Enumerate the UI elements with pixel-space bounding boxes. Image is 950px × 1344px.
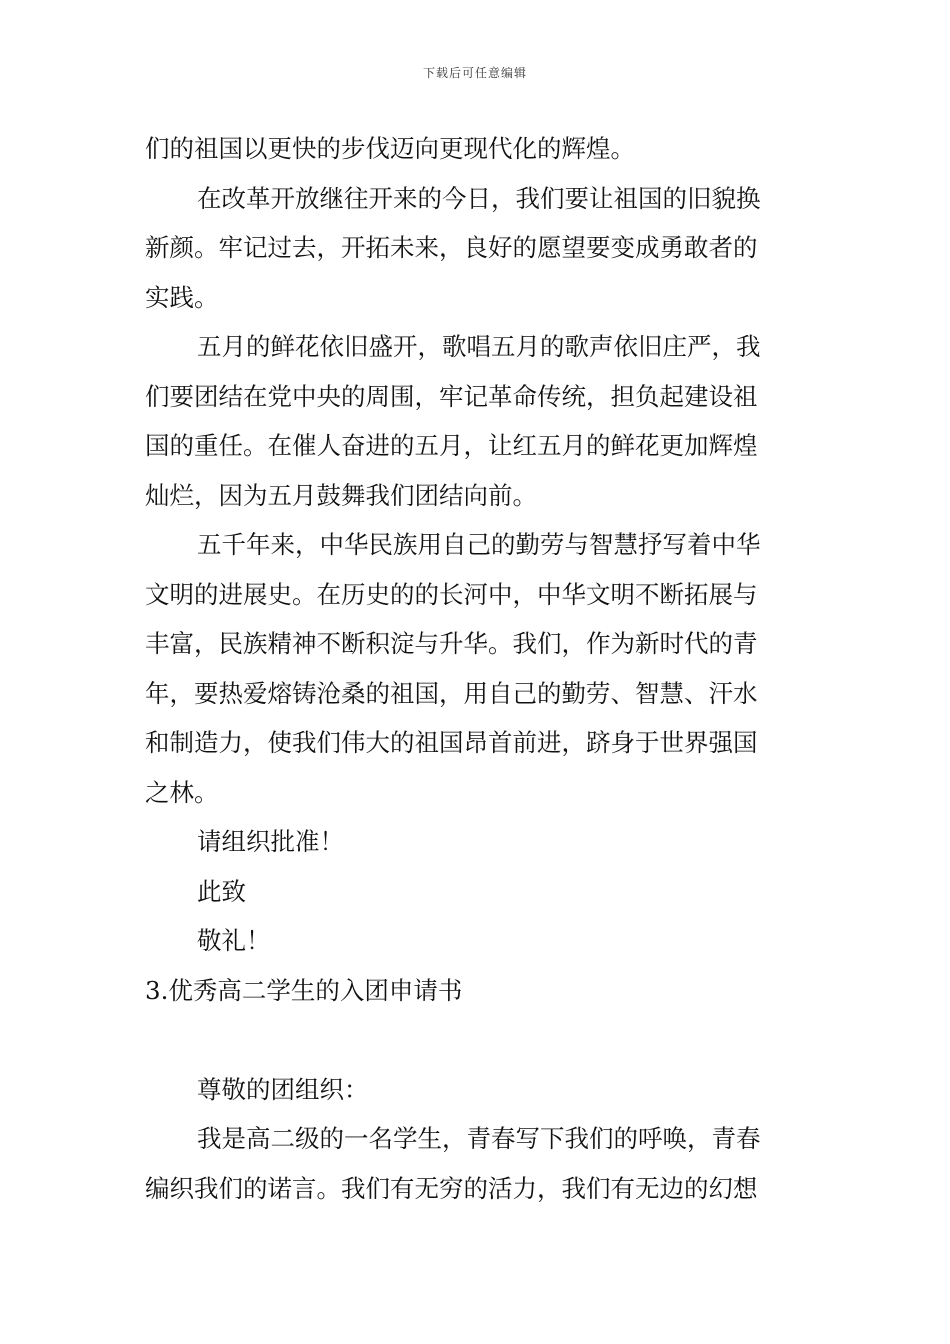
- text-line: 新颜。牢记过去，开拓未来，良好的愿望要变成勇敢者的: [145, 233, 758, 262]
- text-line: 五月的鲜花依旧盛开，歌唱五月的歌声依旧庄严，我: [197, 332, 761, 361]
- section-heading: 3.优秀高二学生的入团申请书: [145, 975, 463, 1005]
- document-body: [145, 124, 810, 1213]
- text-line: 五千年来，中华民族用自己的勤劳与智慧抒写着中华: [197, 530, 761, 559]
- text-line: 在改革开放继往开来的今日，我们要让祖国的旧貌换: [197, 183, 761, 213]
- text-line: 们要团结在党中央的周围，牢记革命传统，担负起建设祖: [145, 381, 758, 411]
- text-line: 们的祖国以更快的步伐迈向更现代化的辉煌。: [145, 134, 635, 163]
- text-line: 实践。: [145, 282, 219, 312]
- text-line: 灿烂，因为五月鼓舞我们团结向前。: [145, 480, 537, 510]
- text-line: 国的重任。在催人奋进的五月，让红五月的鲜花更加辉煌: [145, 431, 758, 460]
- text-line: 此致: [197, 876, 246, 906]
- blank-line: [145, 1015, 810, 1065]
- text-line: 编织我们的诺言。我们有无穷的活力，我们有无边的幻想: [145, 1173, 758, 1203]
- page-header: 下载后可任意编辑: [422, 66, 527, 80]
- text-line: 敬礼！: [197, 926, 271, 955]
- text-line: 和制造力，使我们伟大的祖国昂首前进，跻身于世界强国: [145, 728, 758, 757]
- salutation: 尊敬的团组织：: [197, 1074, 369, 1104]
- text-line: 请组织批准！: [197, 827, 344, 856]
- text-line: 文明的进展史。在历史的的长河中，中华文明不断拓展与: [145, 579, 758, 609]
- text-line: 我是高二级的一名学生，青春写下我们的呼唤，青春: [197, 1124, 761, 1153]
- text-line: 年，要热爱熔铸沧桑的祖国，用自己的勤劳、智慧、汗水: [145, 678, 758, 708]
- text-line: 之林。: [145, 777, 219, 807]
- text-line: 丰富，民族精神不断积淀与升华。我们，作为新时代的青: [145, 629, 758, 658]
